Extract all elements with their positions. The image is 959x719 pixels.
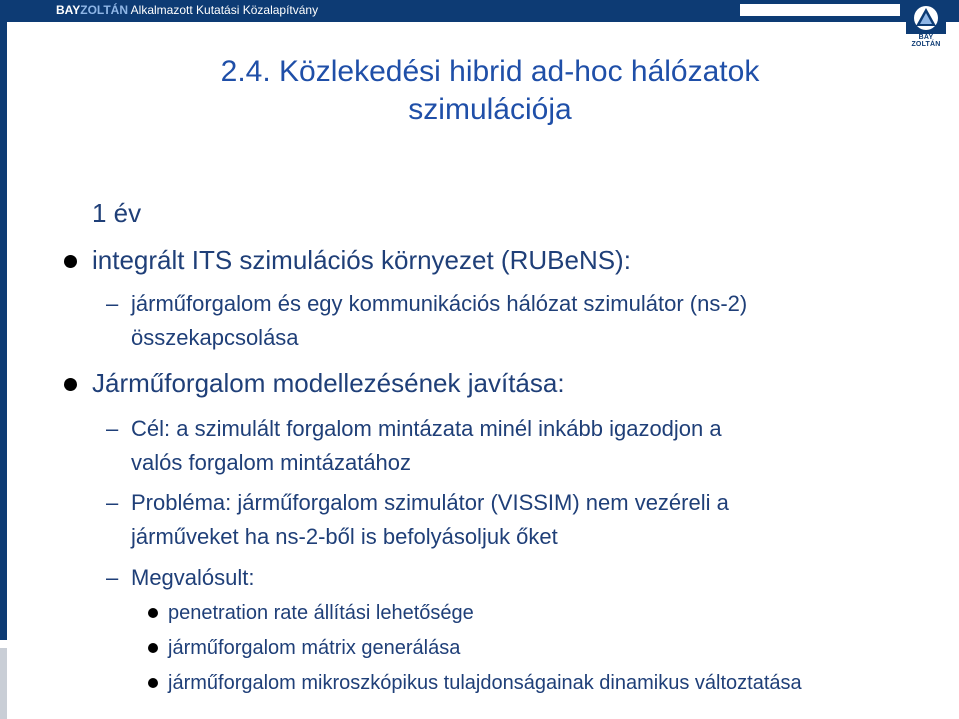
sub-item-problem-line-2: járműveket ha ns-2-ből is befolyásoljuk őket bbox=[131, 524, 558, 549]
dash-bullet-icon: – bbox=[106, 291, 119, 316]
organization-name: BAYZOLTÁN Alkalmazott Kutatási Közalapítvány bbox=[56, 3, 319, 17]
dash-bullet-icon: – bbox=[106, 416, 119, 441]
achieved-point-1: penetration rate állítási lehetősége bbox=[168, 602, 474, 624]
sub-item-goal-line-2: valós forgalom mintázatához bbox=[131, 450, 412, 475]
achieved-point-2: járműforgalom mátrix generálása bbox=[168, 637, 461, 659]
list-item-its-environment: integrált ITS szimulációs környezet (RUBeNS): bbox=[92, 245, 631, 275]
bullet-dot-icon bbox=[148, 608, 158, 618]
list-item-traffic-modelling: Járműforgalom modellezésének javítása: bbox=[92, 368, 565, 398]
duration-label: 1 év bbox=[92, 198, 142, 228]
bullet-dot-icon bbox=[64, 378, 77, 391]
sub-item-goal-line-1: Cél: a szimulált forgalom mintázata minél inkább igazodjon a bbox=[131, 416, 722, 441]
slide-title-line-2: szimulációja bbox=[408, 93, 572, 126]
achieved-point-3: járműforgalom mikroszkópikus tulajdonságainak dinamikus változtatása bbox=[168, 672, 802, 694]
logo-label: BAY ZOLTÁN bbox=[911, 34, 941, 48]
dash-bullet-icon: – bbox=[106, 490, 119, 515]
sub-item-achieved: Megvalósult: bbox=[131, 565, 255, 590]
dash-bullet-icon: – bbox=[106, 565, 119, 590]
slide-title-line-1: 2.4. Közlekedési hibrid ad-hoc hálózatok bbox=[220, 55, 760, 88]
slide-title bbox=[100, 53, 880, 129]
sub-item-problem-line-1: Probléma: járműforgalom szimulátor (VISSIM) nem vezéreli a bbox=[131, 490, 729, 515]
bullet-dot-icon bbox=[148, 678, 158, 688]
left-side-bar bbox=[0, 0, 7, 640]
bullet-dot-icon bbox=[64, 255, 77, 268]
sub-item-coupling-line-1: járműforgalom és egy kommunikációs hálózat szimulátor (ns-2) bbox=[131, 291, 748, 316]
header-strip bbox=[740, 4, 900, 16]
bullet-dot-icon bbox=[148, 643, 158, 653]
left-side-bar-lower bbox=[0, 648, 7, 719]
top-header-bar bbox=[0, 0, 959, 22]
sub-item-coupling-line-2: összekapcsolása bbox=[131, 325, 299, 350]
